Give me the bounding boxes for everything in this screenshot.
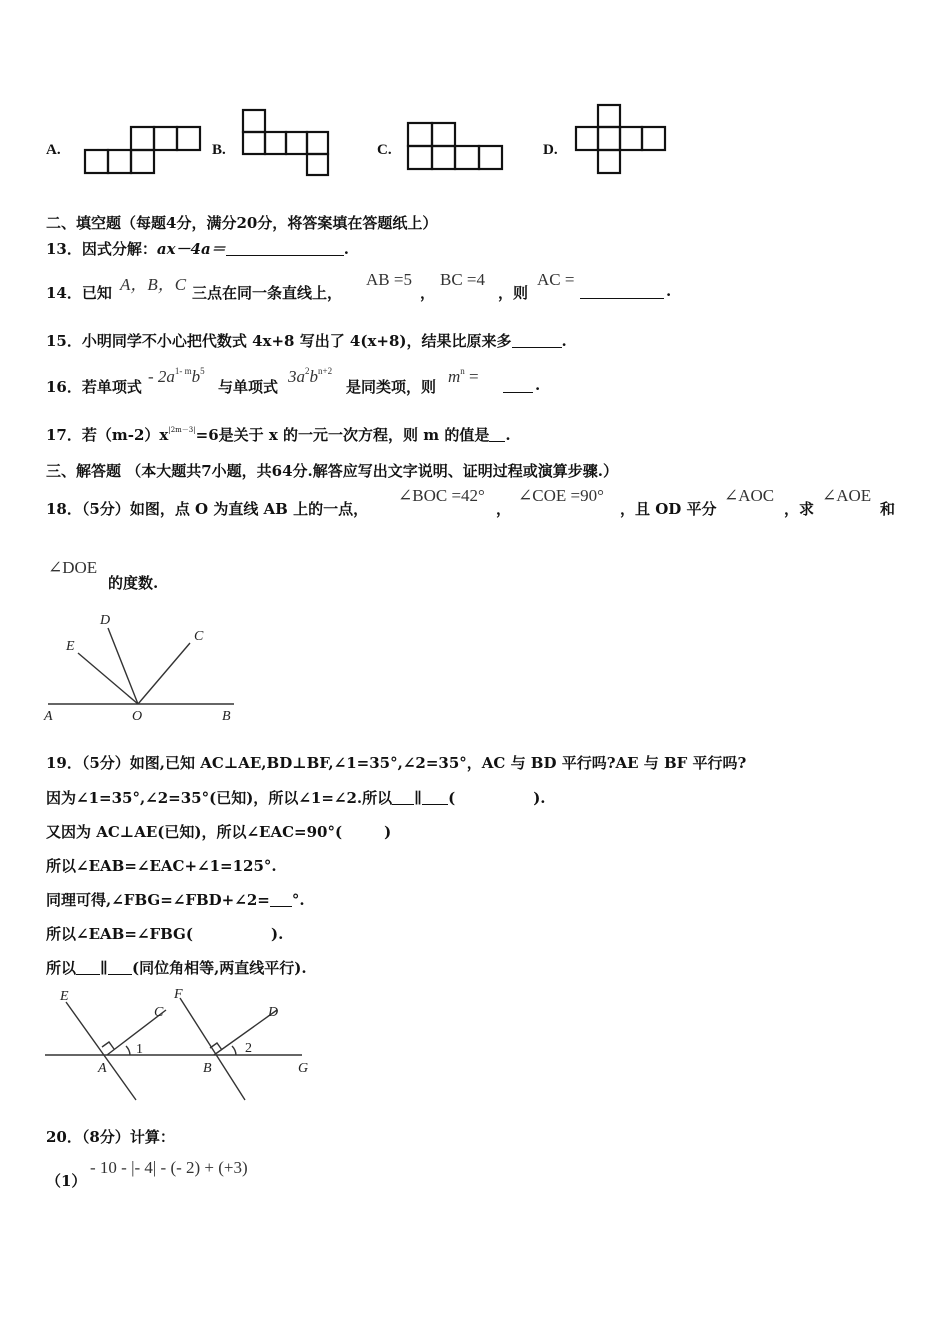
option-a-net (84, 126, 202, 176)
q14-comma: ， (420, 284, 436, 302)
q16-mn: $m^n$ = (448, 366, 479, 386)
q18-od: ，且 OD 平分 (620, 500, 717, 518)
q14-ac: AC = (537, 270, 575, 289)
section-3-heading: 三、解答题 （本大题共7小题，共64分.解答应写出文字说明、证明过程或演算步骤.） (46, 462, 618, 480)
q15-text: 小明同学不小心把代数式 4x+8 写出了 4(x+8)，结果比原来多 (81, 332, 512, 350)
q17-end: . (505, 426, 511, 444)
label-o: O (132, 709, 143, 724)
ray-oe (78, 653, 138, 704)
ray-oc (138, 643, 190, 704)
figure-18 (40, 608, 250, 728)
q16-mid: 与单项式 (218, 378, 279, 396)
label-c: C (194, 629, 204, 644)
q18-tail: 的度数. (108, 574, 159, 592)
label-a: A (44, 709, 53, 724)
q16-post: 是同类项，则 (346, 378, 437, 396)
q19-blank-6[interactable] (76, 960, 100, 975)
q19-line-6: 所以∠EAB=∠FBG( ). (46, 925, 284, 943)
q17-post: =6是关于 x 的一元一次方程，则 m 的值是 (195, 426, 490, 444)
ray-od (108, 628, 138, 704)
q16-monomial-1: - $2a^{1- m}b^5$ (148, 366, 205, 386)
q18-aoe: ∠AOE (822, 486, 872, 505)
q14-then: ，则 (498, 284, 529, 302)
label-e: E (66, 639, 75, 654)
figure-19 (40, 984, 320, 1104)
q14-pre: 已知 (81, 284, 112, 302)
option-b-net (242, 109, 332, 177)
q14-mid: 三点在同一条直线上， (192, 284, 343, 302)
label-a: A (98, 1061, 107, 1076)
question-16-start (46, 376, 142, 397)
q18-coe: ∠COE =90° (518, 486, 604, 505)
angle-2-arc (232, 1046, 236, 1055)
q18-comma: ， (496, 500, 512, 518)
label-e: E (60, 989, 69, 1004)
label-angle-2: 2 (245, 1041, 252, 1056)
label-g: G (298, 1061, 309, 1076)
q13-number: 13． (46, 240, 82, 258)
q16-pre: 若单项式 (81, 378, 142, 396)
q19-line-3: 又因为 AC⊥AE(已知)，所以∠EAC=90°( ) (46, 823, 392, 841)
q13-end: . (343, 240, 349, 258)
q17-pre: 若（m-2）x (81, 426, 169, 444)
label-d: D (100, 613, 111, 628)
question-18-start (46, 498, 368, 519)
q15-end: . (561, 332, 567, 350)
q16-end: . (535, 376, 541, 394)
q17-number: 17． (46, 426, 82, 444)
question-20 (46, 1126, 175, 1147)
section-2-heading: 二、填空题（每题4分，满分20分，将答案填在答题纸上） (46, 214, 438, 232)
q18-and: 和 (880, 500, 896, 518)
right-angle-a (102, 1042, 114, 1049)
q15-number: 15． (46, 332, 82, 350)
q18-boc: ∠BOC =42° (398, 486, 485, 505)
line-ea (66, 1002, 136, 1100)
q19-blank-4[interactable] (270, 892, 292, 907)
option-d-net (575, 104, 669, 176)
label-f: F (174, 987, 183, 1002)
q19-blank-7[interactable] (108, 960, 132, 975)
q13-answer-blank[interactable] (226, 241, 344, 256)
q15-answer-blank[interactable] (512, 333, 562, 348)
q18-score: （5分） (81, 500, 130, 518)
question-14 (46, 282, 112, 303)
q18-aoc: ∠AOC (724, 486, 775, 505)
q20-number: 20． (46, 1128, 82, 1146)
q20-text: 计算： (129, 1128, 175, 1146)
q16-answer-blank[interactable] (503, 378, 533, 393)
q16-number: 16． (46, 378, 82, 396)
option-c-label: C. (377, 142, 392, 158)
q19-line-5: 同理可得,∠FBG=∠FBD+∠2= °. (46, 891, 305, 909)
label-d: D (268, 1005, 279, 1020)
question-17 (46, 424, 511, 445)
question-13 (46, 238, 349, 259)
q18-doe: ∠DOE (48, 558, 98, 577)
label-c: C (154, 1005, 164, 1020)
q14-bc: BC =4 (440, 270, 486, 289)
q14-points: A，B，C (120, 275, 187, 294)
option-d-label: D. (543, 142, 558, 158)
q18-ask: ，求 (784, 500, 815, 518)
option-c-net (407, 122, 505, 172)
label-b: B (222, 709, 231, 724)
q18-text: 如图，点 O 为直线 AB 上的一点， (129, 500, 369, 518)
q14-end: . (666, 282, 672, 300)
label-angle-1: 1 (136, 1042, 143, 1057)
line-fb (180, 998, 245, 1100)
q20-score: （8分） (81, 1128, 130, 1146)
q17-exponent: |2m－3| (168, 426, 196, 434)
q19-line-4: 所以∠EAB=∠EAC+∠1=125°. (46, 857, 277, 875)
label-b: B (203, 1061, 212, 1076)
q17-answer-blank[interactable] (489, 427, 505, 442)
q19-blank-2[interactable] (422, 790, 448, 805)
q13-text: 因式分解： (81, 240, 157, 258)
q19-line-2: 因为∠1=35°,∠2=35°(已知)，所以∠1=∠2.所以 ∥ ( ). (46, 789, 546, 807)
q19-blank-1[interactable] (392, 790, 414, 805)
q14-number: 14． (46, 284, 82, 302)
q18-number: 18． (46, 500, 82, 518)
option-b-label: B. (212, 142, 226, 158)
angle-1-arc (126, 1046, 130, 1055)
q13-expression: ax－4a＝ (156, 240, 226, 258)
q20-part-1-label: （1） (46, 1172, 87, 1190)
q19-line-1: 19．（5分）如图,已知 AC⊥AE,BD⊥BF,∠1=35°,∠2=35°，AC 与 BD 平行吗?AE 与 BF 平行吗? (46, 754, 747, 772)
q19-line-7: 所以 ∥ (同位角相等,两直线平行). (46, 959, 307, 977)
q16-monomial-2: $3a^2b^{n+2}$ (288, 366, 333, 386)
question-15 (46, 330, 567, 351)
q14-ab: AB =5 (366, 270, 412, 289)
q20-part-1-expression: - 10 - |- 4| - (- 2) + (+3) (90, 1158, 248, 1177)
option-a-label: A. (46, 142, 61, 158)
q14-answer-blank[interactable] (580, 284, 664, 299)
